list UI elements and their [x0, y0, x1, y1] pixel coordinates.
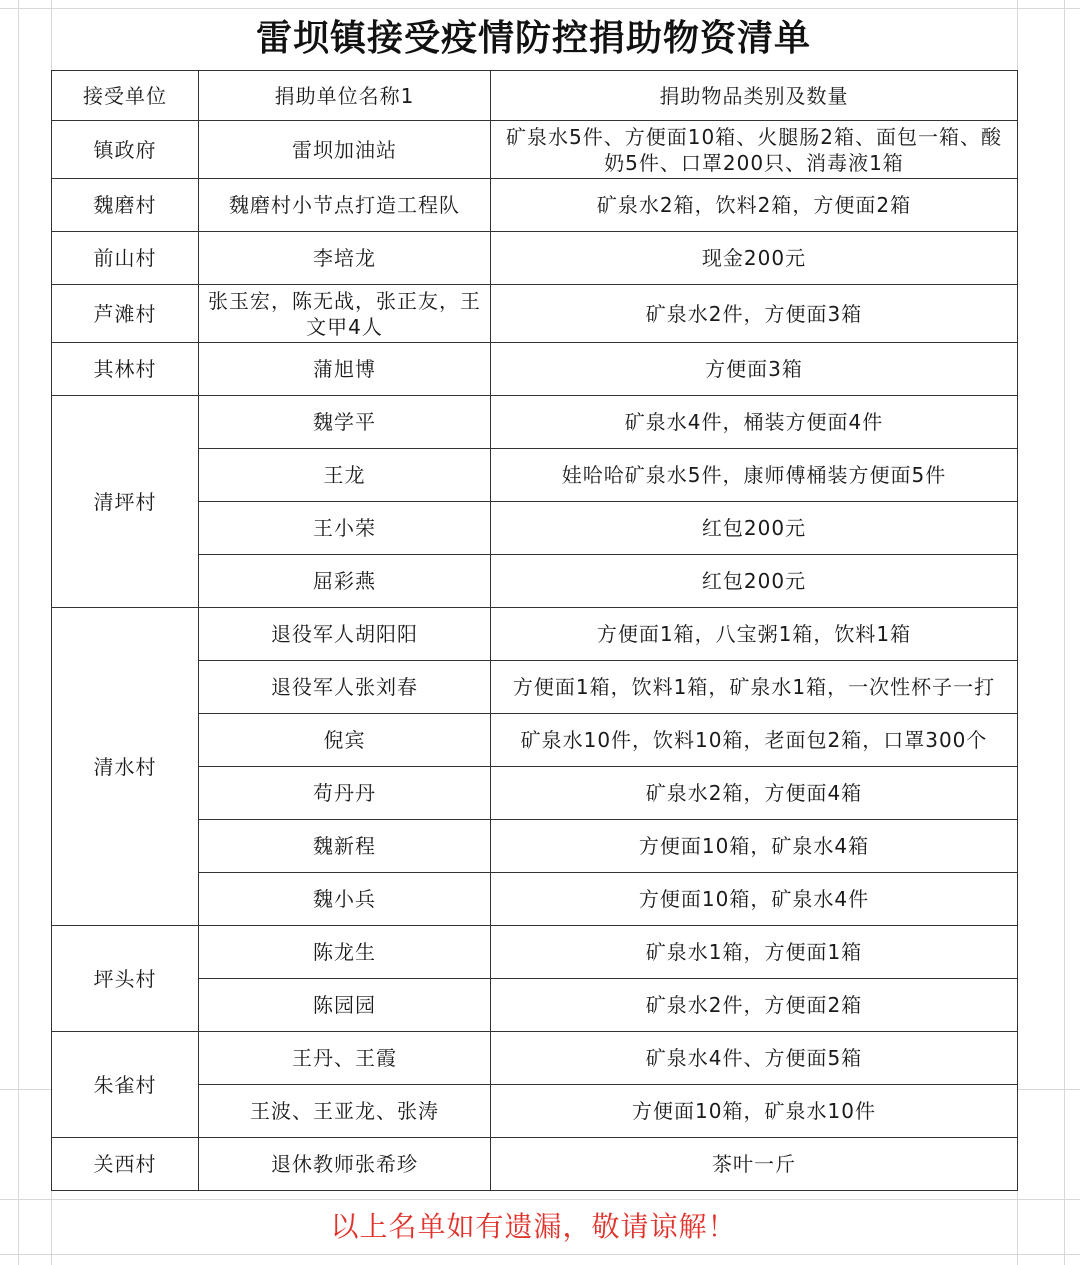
column-header-donor: 捐助单位名称1: [199, 71, 491, 121]
footer-note: 以上名单如有遗漏，敬请谅解！: [330, 1210, 737, 1243]
items-cell: 红包200元: [491, 502, 1018, 555]
recipient-cell: 前山村: [52, 232, 199, 285]
table-row: [52, 232, 1018, 285]
items-cell: 娃哈哈矿泉水5件，康师傅桶装方便面5件: [491, 449, 1018, 502]
donor-cell: 蒲旭博: [199, 343, 491, 396]
donor-cell: 苟丹丹: [199, 767, 491, 820]
items-cell: 矿泉水5件、方便面10箱、火腿肠2箱、面包一箱、酸奶5件、口罩200只、消毒液1箱: [491, 121, 1018, 179]
donor-cell: 退役军人张刘春: [199, 661, 491, 714]
donor-cell: 倪宾: [199, 714, 491, 767]
grid-line: [0, 1254, 1080, 1255]
table-row: [52, 608, 1018, 661]
table-row: [52, 343, 1018, 396]
page-title: 雷坝镇接受疫情防控捐助物资清单: [255, 18, 811, 59]
recipient-cell: 芦滩村: [52, 285, 199, 343]
donor-cell: 王波、王亚龙、张涛: [199, 1085, 491, 1138]
donor-cell: 王龙: [199, 449, 491, 502]
grid-line: [18, 0, 19, 1265]
items-cell: 方便面10箱，矿泉水10件: [491, 1085, 1018, 1138]
items-cell: 矿泉水2箱，方便面4箱: [491, 767, 1018, 820]
table-row: [52, 179, 1018, 232]
donor-cell: 魏新程: [199, 820, 491, 873]
grid-line: [1064, 0, 1065, 1265]
table-header-row: [52, 71, 1018, 121]
donor-cell: 雷坝加油站: [199, 121, 491, 179]
table-row: [52, 1032, 1018, 1085]
donor-cell: 魏磨村小节点打造工程队: [199, 179, 491, 232]
items-cell: 方便面3箱: [491, 343, 1018, 396]
recipient-cell: 清坪村: [52, 396, 199, 608]
donor-cell: 屈彩燕: [199, 555, 491, 608]
items-cell: 茶叶一斤: [491, 1138, 1018, 1191]
donor-cell: 李培龙: [199, 232, 491, 285]
items-cell: 矿泉水4件、方便面5箱: [491, 1032, 1018, 1085]
donation-table: [51, 70, 1018, 1191]
table-row: [52, 285, 1018, 343]
items-cell: 现金200元: [491, 232, 1018, 285]
donor-cell: 陈龙生: [199, 926, 491, 979]
table-row: [52, 926, 1018, 979]
items-cell: 矿泉水2箱，饮料2箱，方便面2箱: [491, 179, 1018, 232]
items-cell: 矿泉水1箱，方便面1箱: [491, 926, 1018, 979]
donor-cell: 张玉宏，陈无战，张正友，王文甲4人: [199, 285, 491, 343]
donor-cell: 退役军人胡阳阳: [199, 608, 491, 661]
recipient-cell: 坪头村: [52, 926, 199, 1032]
recipient-cell: 其林村: [52, 343, 199, 396]
recipient-cell: 魏磨村: [52, 179, 199, 232]
recipient-cell: 关西村: [52, 1138, 199, 1191]
table-row: [52, 121, 1018, 179]
donor-cell: 退休教师张希珍: [199, 1138, 491, 1191]
column-header-recipient: 接受单位: [52, 71, 199, 121]
donor-cell: 魏学平: [199, 396, 491, 449]
donor-cell: 陈园园: [199, 979, 491, 1032]
items-cell: 方便面10箱，矿泉水4件: [491, 873, 1018, 926]
items-cell: 矿泉水2件，方便面2箱: [491, 979, 1018, 1032]
column-header-items: 捐助物品类别及数量: [491, 71, 1018, 121]
donor-cell: 王丹、王霞: [199, 1032, 491, 1085]
items-cell: 方便面1箱，饮料1箱，矿泉水1箱，一次性杯子一打: [491, 661, 1018, 714]
table-body: [52, 71, 1018, 1191]
donor-cell: 王小荣: [199, 502, 491, 555]
items-cell: 矿泉水2件，方便面3箱: [491, 285, 1018, 343]
items-cell: 方便面1箱，八宝粥1箱，饮料1箱: [491, 608, 1018, 661]
recipient-cell: 清水村: [52, 608, 199, 926]
donor-cell: 魏小兵: [199, 873, 491, 926]
items-cell: 矿泉水4件，桶装方便面4件: [491, 396, 1018, 449]
items-cell: 矿泉水10件，饮料10箱，老面包2箱，口罩300个: [491, 714, 1018, 767]
recipient-cell: 镇政府: [52, 121, 199, 179]
items-cell: 红包200元: [491, 555, 1018, 608]
recipient-cell: 朱雀村: [52, 1032, 199, 1138]
table-row: [52, 396, 1018, 449]
items-cell: 方便面10箱，矿泉水4箱: [491, 820, 1018, 873]
table-row: [52, 1138, 1018, 1191]
